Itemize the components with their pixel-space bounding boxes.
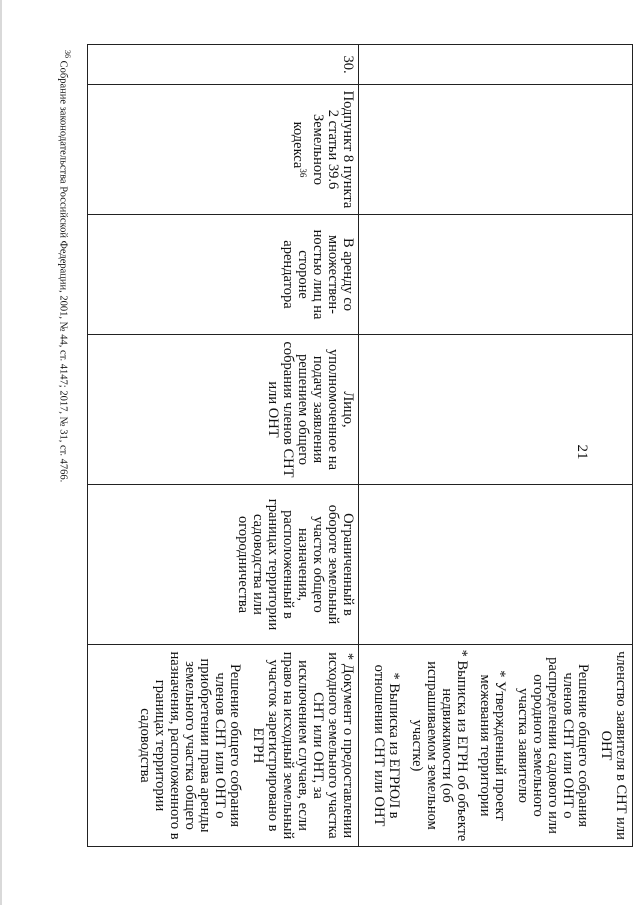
table-row-30 xyxy=(88,45,359,847)
footnote xyxy=(58,50,73,850)
footnote-mark: 36 xyxy=(63,50,72,58)
cell-prev-lease xyxy=(359,215,633,335)
cell-prev-num xyxy=(359,45,633,85)
cell-applicant: Лицо, уполномоченное на подачу заявления решением общего собрания членов СНТ или ОНТ xyxy=(88,335,359,485)
footnote-text: Собрание законодательства Российской Федерации, 2001, № 44, ст. 4147; 2017, № 31, ст. 4766. xyxy=(57,60,69,483)
doc-item: * Документ о предоставлении исходного земельного участка СНТ или ОНТ, за исключением случаев, если право на исходный земельный участок зарегистрировано в ЕГРН xyxy=(250,651,356,840)
cell-basis xyxy=(88,85,359,215)
cell-prev-applicant xyxy=(359,335,633,485)
basis-text: Подпункт 8 пункта 2 статьи 39.6 Земельного кодекса xyxy=(290,90,356,209)
prev-doc-item: * Выписка из ЕГРН об объекте недвижимости (об испрашиваемом земельном участке) xyxy=(409,649,470,842)
cell-prev-basis xyxy=(359,85,633,215)
document-table xyxy=(87,44,633,847)
rotated-page xyxy=(32,30,636,874)
cell-prev-documents xyxy=(359,645,633,847)
doc-item: Решение общего собрания членов СНТ или ОНТ о приобретении права аренды земельного участка общего назначения, расположенного в границах территории садоводства xyxy=(137,651,243,840)
page-number: 21 xyxy=(574,444,590,460)
prev-doc-item: * Утвержденный проект межевания территории xyxy=(477,670,508,821)
table-row-previous xyxy=(359,45,633,847)
cell-documents xyxy=(88,645,359,847)
prev-doc-item: Решение общего собрания членов СНТ или ОНТ о распределении садового или огородного земельного участка заявителю xyxy=(515,657,591,834)
prev-doc-item: * Выписка из ЕГРЮЛ в отношении СНТ или ОНТ xyxy=(371,664,402,827)
cell-prev-plot xyxy=(359,485,633,645)
cell-row-number: 30. xyxy=(88,45,359,85)
prev-doc-continuation: членство заявителя в СНТ или ОНТ xyxy=(598,651,629,840)
cell-land-plot: Ограниченный в обороте земельный участок общего назначения, расположенный в границах территории садоводства или огородничества xyxy=(88,485,359,645)
footnote-marker: 36 xyxy=(298,168,308,178)
cell-lease-type: В аренду со множествен-ностью лиц на стороне арендатора xyxy=(88,215,359,335)
